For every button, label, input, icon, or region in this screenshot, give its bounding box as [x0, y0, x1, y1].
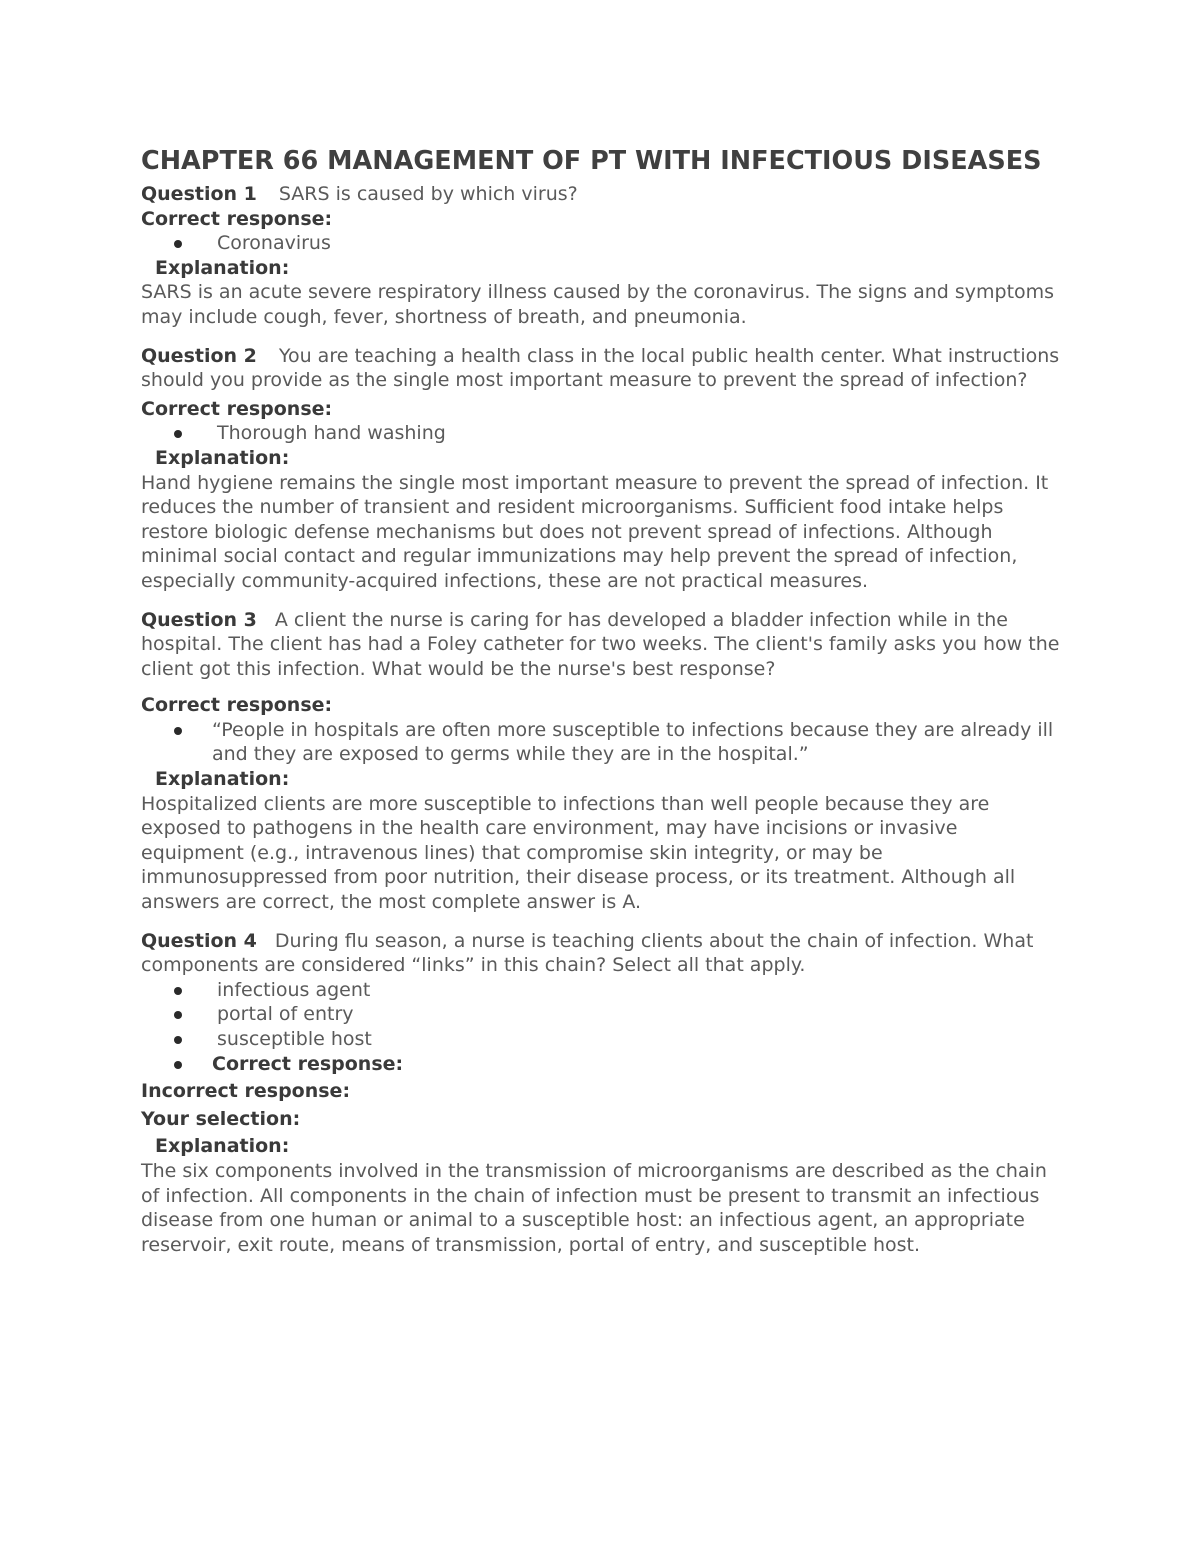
- answer-list: [141, 421, 1066, 446]
- answer-item: Coronavirus: [141, 231, 1066, 256]
- correct-response-label: Correct response:: [141, 694, 333, 717]
- question-label: Question 3: [141, 608, 257, 631]
- bullet-icon: [174, 240, 182, 248]
- correct-response-label: Correct response:: [141, 207, 333, 230]
- explanation-label: Explanation:: [155, 256, 290, 279]
- question-4-prompt: [141, 929, 1066, 978]
- question-text: A client the nurse is caring for has developed a bladder infection while in the hospital. The client has had a Foley catheter for two weeks. The client's family asks you how the client got this infection. What would be the nurse's best response?: [141, 608, 1060, 680]
- question-text: You are teaching a health class in the local public health center. What instructions should you provide as the single most important measure to prevent the spread of infection?: [141, 344, 1060, 392]
- question-label: Question 1: [141, 183, 257, 205]
- document-page: [141, 144, 1066, 1257]
- bullet-icon: [174, 987, 182, 995]
- explanation-label: Explanation:: [155, 1135, 290, 1158]
- explanation-text: Hospitalized clients are more susceptible to infections than well people because they are exposed to pathogens in the health care environment, may have incisions or invasive equipment (e.g., intravenous lines) that compromise skin integrity, or may be immunosuppressed from poor nutrition, their disease process, or its treatment. Although all answers are correct, the most complete answer is A.: [141, 792, 1016, 914]
- question-1-prompt: [141, 182, 1066, 207]
- question-label: Question 2: [141, 344, 257, 367]
- answer-list: [141, 718, 1066, 767]
- answer-list: [141, 231, 1066, 256]
- question-text: During flu season, a nurse is teaching clients about the chain of infection. What components are considered “links” in this chain? Select all that apply.: [141, 929, 1034, 977]
- bullet-icon: [174, 1036, 182, 1044]
- your-selection-label: Your selection:: [141, 1107, 301, 1130]
- question-1: [141, 182, 1066, 330]
- bullet-icon: [174, 727, 182, 735]
- question-3-prompt: [141, 608, 1066, 682]
- bullet-icon: [174, 430, 182, 438]
- answer-item: susceptible host: [141, 1027, 1066, 1052]
- question-2: [141, 344, 1066, 594]
- answer-list: [141, 978, 1066, 1076]
- question-text: SARS is caused by which virus?: [278, 183, 578, 205]
- bullet-icon: [174, 1011, 182, 1019]
- question-2-prompt: [141, 344, 1066, 393]
- explanation-text: SARS is an acute severe respiratory illness caused by the coronavirus. The signs and symptoms may include cough, fever, shortness of breath, and pneumonia.: [141, 281, 1055, 328]
- answer-item: infectious agent: [141, 978, 1066, 1003]
- explanation-text: Hand hygiene remains the single most important measure to prevent the spread of infection. It reduces the number of transient and resident microorganisms. Sufficient food intake helps restore biologic defense mechanisms but does not prevent spread of infections. Although minimal social contact and regular immunizations may help prevent the spread of infection, especially community-acquired infections, these are not practical measures.: [141, 471, 1049, 592]
- bullet-icon: [174, 1061, 182, 1069]
- correct-response-label: Correct response:: [141, 397, 333, 420]
- question-4: [141, 929, 1066, 1258]
- answer-item: portal of entry: [141, 1002, 1066, 1027]
- question-label: Question 4: [141, 929, 257, 952]
- answer-item: “People in hospitals are often more susceptible to infections because they are already ill and they are exposed to germs while they are in the hospital.”: [141, 718, 1066, 767]
- explanation-label: Explanation:: [155, 768, 290, 791]
- answer-item: Thorough hand washing: [141, 421, 1066, 446]
- explanation-label: Explanation:: [155, 446, 290, 469]
- question-3: [141, 608, 1066, 915]
- explanation-text: The six components involved in the transmission of microorganisms are described as the chain of infection. All components in the chain of infection must be present to transmit an infectious disease from one human or animal to a susceptible host: an infectious agent, an appropriate reservoir, exit route, means of transmission, portal of entry, and susceptible host.: [141, 1159, 1047, 1256]
- incorrect-response-label: Incorrect response:: [141, 1080, 351, 1103]
- chapter-title: CHAPTER 66 MANAGEMENT OF PT WITH INFECTIOUS DISEASES: [141, 146, 1042, 176]
- correct-response-item: Correct response:: [141, 1052, 1066, 1077]
